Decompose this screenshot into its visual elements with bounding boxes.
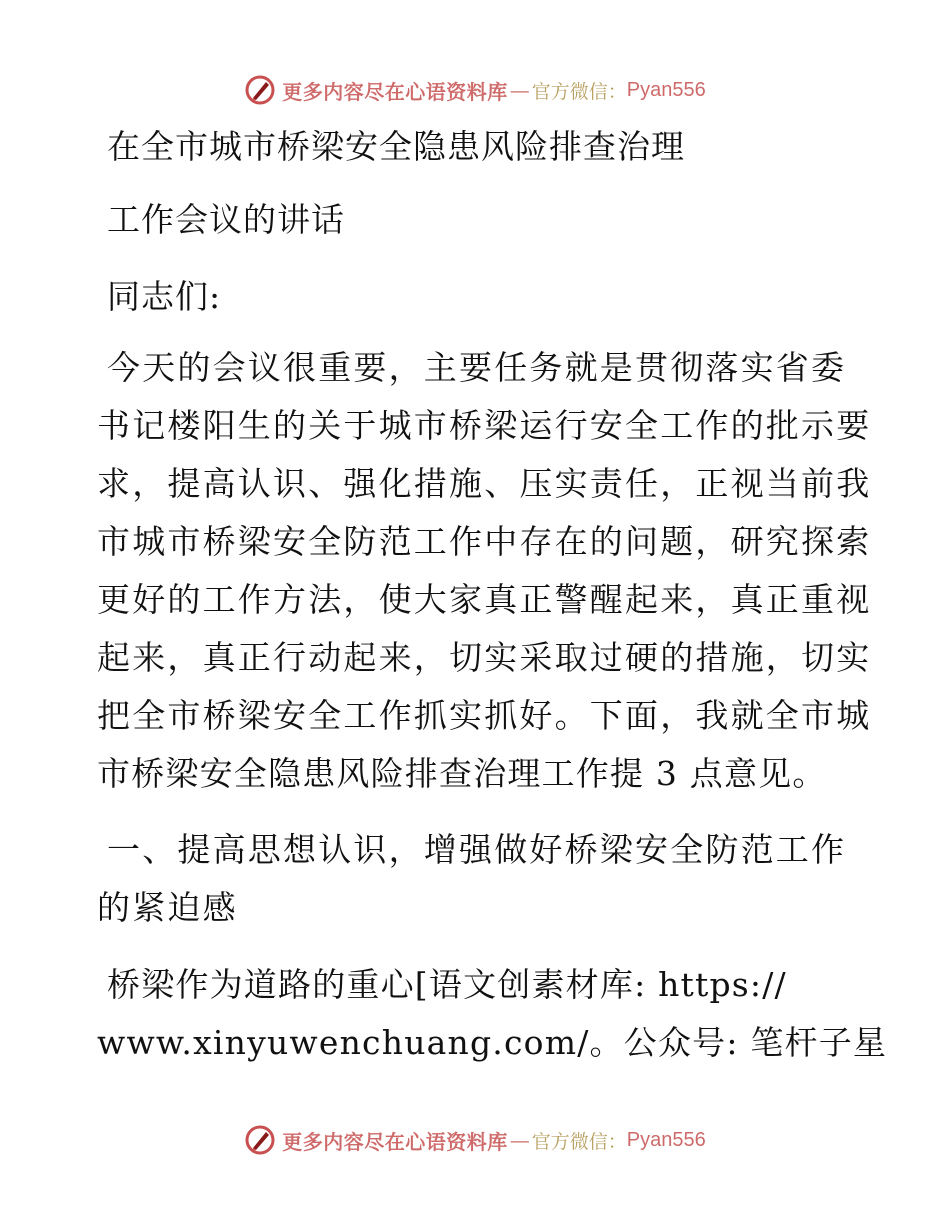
paragraph-line: 今天的会议很重要，主要任务就是贯彻落实省委 [107, 348, 847, 387]
paragraph-line: www.xinyuwenchuang.com/。公众号: 笔杆子星 [97, 1023, 888, 1062]
paragraph-line: 求，提高认识、强化措施、压实责任，正视当前我 [97, 464, 872, 503]
section-heading-1 [97, 830, 846, 928]
paragraph-line: 市城市桥梁安全防范工作中存在的问题，研究探索 [97, 522, 872, 561]
footer-watermark [0, 1120, 950, 1160]
watermark-wechat-label: 官方微信： [531, 1130, 627, 1153]
pen-logo-icon [244, 1124, 276, 1156]
watermark-separator: — [509, 1128, 530, 1152]
heading-line: 的紧迫感 [97, 888, 238, 927]
paragraph-1 [97, 348, 871, 794]
paragraph-line: 书记楼阳生的关于城市桥梁运行安全工作的批示要 [97, 406, 872, 445]
paragraph-line: 把全市桥梁安全工作抓实抓好。下面，我就全市城 [97, 696, 872, 735]
title-line-2: 工作会议的讲话 [107, 200, 345, 239]
paragraph-line: 更好的工作方法，使大家真正警醒起来，真正重视 [97, 580, 872, 619]
watermark-wechat-label: 官方微信： [531, 80, 627, 103]
paragraph-line: 起来，真正行动起来，切实采取过硬的措施，切实 [97, 638, 872, 677]
paragraph-line: 市桥梁安全隐患风险排查治理工作提 3 点意见。 [97, 754, 827, 793]
header-watermark [0, 70, 950, 110]
watermark-text: 更多内容尽在心语资料库 [282, 1129, 508, 1154]
title-line-1: 在全市城市桥梁安全隐患风险排查治理 [107, 127, 685, 166]
watermark-wechat-id: Pyan556 [626, 78, 706, 101]
watermark-wechat-id: Pyan556 [626, 1128, 706, 1151]
watermark-text: 更多内容尽在心语资料库 [282, 79, 508, 104]
paragraph-2 [97, 965, 887, 1063]
watermark-separator: — [509, 78, 530, 102]
pen-logo-icon [244, 74, 276, 106]
salutation: 同志们: [107, 277, 222, 316]
paragraph-line: 桥梁作为道路的重心[语文创素材库: https:// [107, 965, 787, 1004]
heading-line: 一、提高思想认识，增强做好桥梁安全防范工作 [107, 830, 847, 869]
